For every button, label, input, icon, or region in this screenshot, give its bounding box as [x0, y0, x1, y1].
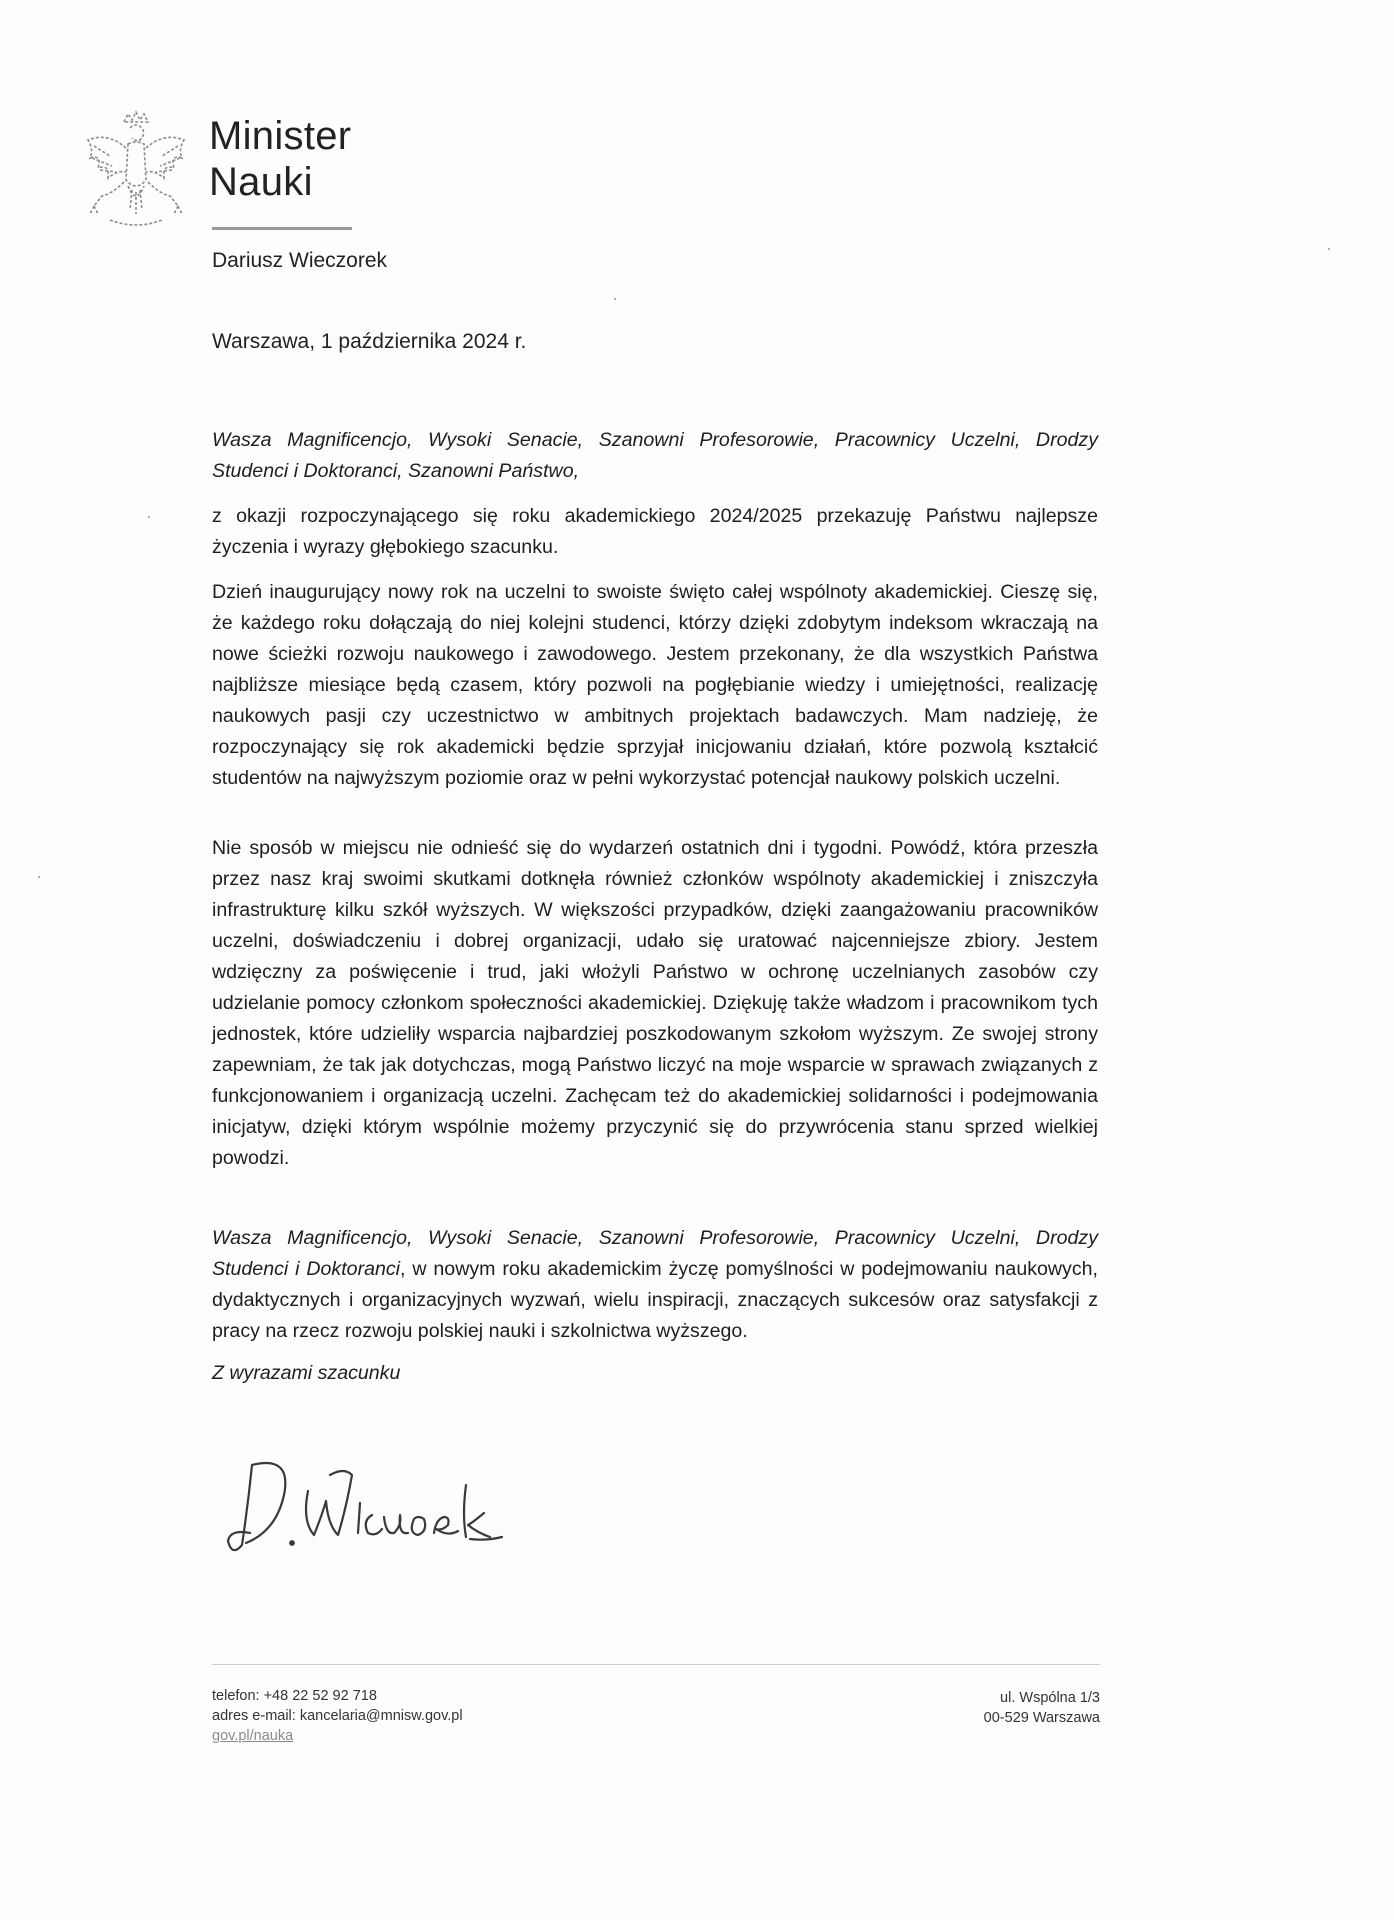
- footer-contact: [212, 1686, 463, 1746]
- date-line: Warszawa, 1 października 2024 r.: [212, 330, 527, 353]
- footer-email: adres e-mail: kancelaria@mnisw.gov.pl: [212, 1708, 463, 1724]
- title-line-1: Minister: [209, 114, 352, 158]
- title-divider: [212, 227, 352, 230]
- scan-speck: [614, 298, 616, 300]
- paragraph-inauguration: Dzień inaugurujący nowy rok na uczelni to swoiste święto całej wspólnoty akademickiej. Cieszę się, że każdego roku dołączają do niej kolejni studenci, którzy dzięki zdobytym indeksom wkraczają na nowe ścieżki rozwoju naukowego i zawodowego. Jestem przekonany, że dla wszystkich Państwa najbliższe miesiące będą czasem, który pozwoli na pogłębianie wiedzy i umiejętności, realizację naukowych pasji czy uczestnictwo w ambitnych projektach badawczych. Mam nadzieję, że rozpoczynający się rok akademicki będzie sprzyjał inicjowaniu działań, które pozwolą kształcić studentów na najwyższym poziomie oraz w pełni wykorzystać potencjał naukowy polskich uczelni.: [212, 581, 1098, 789]
- paragraph-flood: Nie sposób w miejscu nie odnieść się do wydarzeń ostatnich dni i tygodni. Powódź, która przeszła przez nasz kraj swoimi skutkami dotknęła również członków wspólnoty akademickiej i zniszczyła infrastrukturę kilku szkół wyższych. W większości przypadków, dzięki zaangażowaniu pracowników uczelni, doświadczeniu i dobrej organizacji, udało się uratować najcenniejsze zbiory. Jestem wdzięczny za poświęcenie i trud, jaki włożyli Państwo w ochronę uczelnianych zasobów czy udzielanie pomocy członkom społeczności akademickiej. Dziękuję także władzom i pracownikom tych jednostek, które udzieliły wsparcia najbardziej poszkodowanym szkołom wyższym. Ze swojej strony zapewniam, że tak jak dotychczas, mogą Państwo liczyć na moje wsparcie w sprawach związanych z funkcjonowaniem i organizacją uczelni. Zachęcam też do akademickiej solidarności i podejmowania inicjatyw, dzięki którym wspólnie możemy przyczynić się do przywrócenia stanu sprzed wielkiej powodzi.: [212, 837, 1098, 1169]
- closing-salutation: Wasza Magnificencjo, Wysoki Senacie, Szanowni Profesorowie, Pracownicy Uczelni, Drodzy Studenci i Doktoranci: [212, 1227, 1098, 1280]
- footer-street: ul. Wspólna 1/3: [1000, 1690, 1100, 1706]
- polish-eagle-emblem-icon: [80, 110, 192, 234]
- footer-phone: telefon: +48 22 52 92 718: [212, 1688, 377, 1704]
- paragraph-intro: z okazji rozpoczynającego się roku akademickiego 2024/2025 przekazuję Państwu najlepsze życzenia i wyrazy głębokiego szacunku.: [212, 505, 1098, 558]
- salutation: Wasza Magnificencjo, Wysoki Senacie, Szanowni Profesorowie, Pracownicy Uczelni, Drodzy Studenci i Doktoranci, Szanowni Państwo,: [212, 429, 1098, 482]
- handwritten-signature: [222, 1445, 522, 1565]
- footer-website-link[interactable]: gov.pl/nauka: [212, 1728, 294, 1744]
- scan-speck: [1328, 248, 1330, 250]
- closing-paragraph: [212, 1223, 1098, 1347]
- title-line-2: Nauki: [209, 160, 313, 204]
- footer-divider: [212, 1664, 1100, 1665]
- scan-speck: [148, 516, 150, 518]
- minister-title: [209, 113, 351, 205]
- footer-city: 00-529 Warszawa: [983, 1710, 1100, 1726]
- regards: Z wyrazami szacunku: [212, 1362, 401, 1384]
- footer-address: [930, 1688, 1100, 1728]
- scan-speck: [38, 876, 40, 878]
- signatory-name: Dariusz Wieczorek: [212, 249, 388, 272]
- closing-wishes: , w nowym roku akademickim życzę pomyślności w podejmowaniu naukowych, dydaktycznych i organizacyjnych wyzwań, wielu inspiracji, znaczących sukcesów oraz satysfakcji z pracy na rzecz rozwoju polskiej nauki i szkolnictwa wyższego.: [212, 1258, 1098, 1342]
